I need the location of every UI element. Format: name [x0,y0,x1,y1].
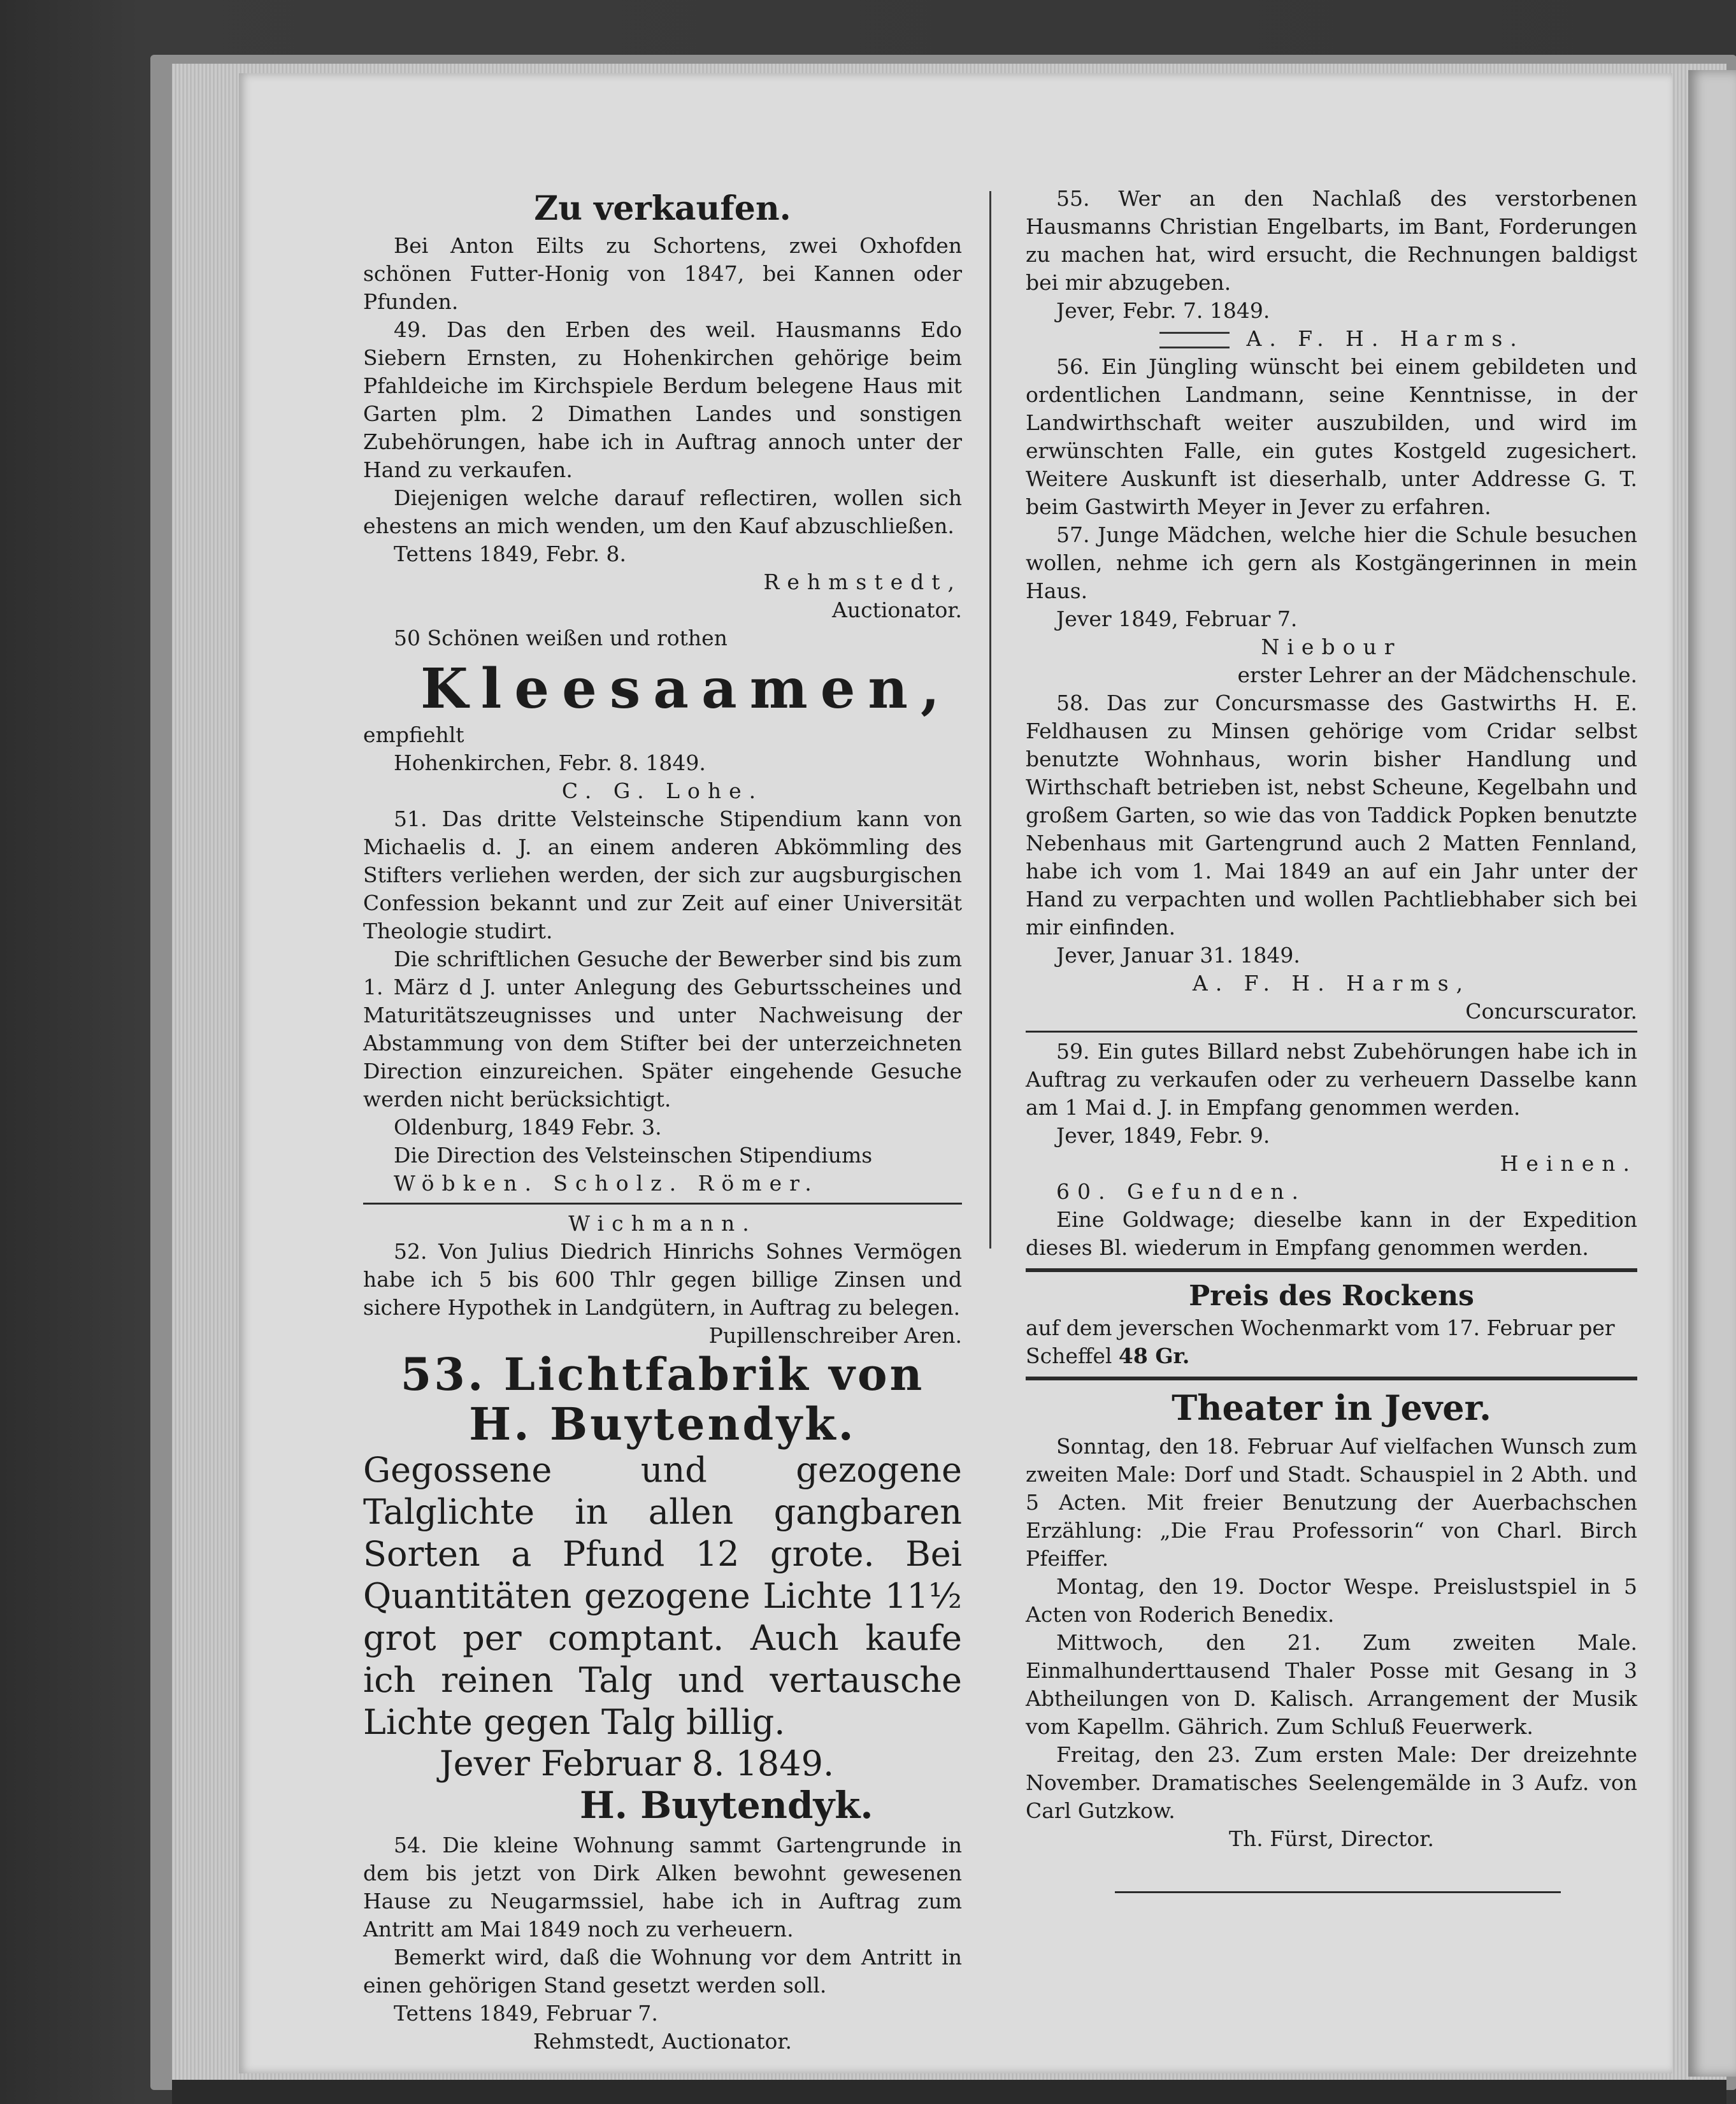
ad-text: 54. Die kleine Wohnung sammt Gartengrunde in dem bis jetzt von Dirk Alken bewohnt gewesenen Hause zu Neugarmssiel, habe ich in Auftrag zum Antritt am Mai 1849 noch zu verheuern. [363,1833,962,1942]
ad-52 [363,1238,962,1350]
ad-signature: Die Direction des Velsteinschen Stipendiums [394,1143,873,1168]
theater-notice [1026,1387,1637,1893]
ad-big-title: Kleesaamen, [420,657,952,721]
ad-53 [363,1350,962,1826]
ad-title: 60. Gefunden. [1056,1179,1306,1204]
column-divider [989,191,991,1249]
ad-signature: H. Buytendyk. [580,1784,873,1827]
ad-text: empfiehlt [363,722,464,747]
ad-text: 50 Schönen weißen und rothen [394,626,728,650]
ad-text: 52. Von Julius Diedrich Hinrichs Sohnes Vermögen habe ich 5 bis 600 Thlr gegen billige Zinsen und sichere Hypothek in Landgütern, in Auftrag zu belegen. [363,1239,962,1320]
divider [1115,1891,1561,1893]
ad-56 [1026,353,1637,521]
ad-signature-role: Auctionator. [832,598,962,622]
ad-place-date: Jever, Januar 31. 1849. [1056,943,1300,968]
ad-signature: Wöbken. Scholz. Römer. [394,1171,819,1196]
ad-text: 49. Das den Erben des weil. Hausmanns Edo Siebern Ernsten, zu Hohenkirchen gehörige beim Pfahldeiche im Kirchspiele Berdum belegene Haus mit Garten plm. 2 Dimathen Landes und sonstigen Zubehörungen, habe ich in Auftrag annoch unter der Hand zu verkaufen. [363,317,962,482]
ad-title: Zu verkaufen. [534,189,791,228]
bottom-shadow [172,2080,1726,2104]
ad-text: Die schriftlichen Gesuche der Bewerber sind bis zum 1. März d J. unter Anlegung des Geburtsscheines und Maturitätszeugnisses und unter Nachweisung der Abstammung von dem Stifter bei der unterzeichneten Direction einzureichen. Später eingehende Gesuche werden nicht berücksichtigt. [363,947,963,1112]
ad-place-date: Tettens 1849, Febr. 8. [394,541,627,566]
ad-text: Diejenigen welche darauf reflectiren, wollen sich ehestens an mich wenden, um den Kauf abzuschließen. [363,485,962,538]
ad-49 [363,316,962,624]
ad-text: Bemerkt wird, daß die Wohnung vor dem Antritt in einen gehörigen Stand gesetzt werden soll. [363,1945,962,1998]
price-text: auf dem jeverschen Wochenmarkt vom 17. Februar per [1026,1315,1615,1340]
ad-place-date: Tettens 1849, Februar 7. [394,2001,658,2026]
ad-place-date: Oldenburg, 1849 Febr. 3. [394,1115,662,1140]
ad-signature-role: erster Lehrer an der Mädchenschule. [1237,662,1637,687]
theater-text: Freitag, den 23. Zum ersten Male: Der dreizehnte November. Dramatisches Seelengemälde in 3 Aufz. von Carl Gutzkow. [1026,1742,1637,1823]
ad-title: 53. Lichtfabrik von H. Buytendyk. [400,1348,925,1450]
divider [1026,1377,1637,1380]
ad-signature: A. F. H. Harms, [1192,971,1471,996]
ad-59 [1026,1038,1637,1178]
ad-place-date: Jever, Febr. 7. 1849. [1056,298,1270,323]
ad-place-date: Hohenkirchen, Febr. 8. 1849. [394,750,706,775]
ad-text: Eine Goldwage; dieselbe kann in der Expedition dieses Bl. wiederum in Empfang genommen werden. [1026,1207,1637,1260]
ad-50 [363,624,962,805]
theater-title: Theater in Jever. [1172,1387,1491,1428]
ad-text: 57. Junge Mädchen, welche hier die Schule besuchen wollen, nehme ich gern als Kostgängerinnen in mein Haus. [1026,522,1637,603]
theater-text: Mittwoch, den 21. Zum zweiten Male. Einmalhunderttausend Thaler Posse mit Gesang in 3 Abtheilungen von D. Kalisch. Arrangement der Musik vom Kapellm. Gährich. Zum Schluß Feuerwerk. [1026,1630,1637,1739]
ad-signature: A. F. H. Harms. [1246,326,1524,351]
ad-text: 59. Ein gutes Billard nebst Zubehörungen habe ich in Auftrag zu verkaufen oder zu verheuern Dasselbe kann am 1 Mai d. J. in Empfang genommen werden. [1026,1039,1637,1120]
divider [363,1203,962,1205]
ad-signature: Rehmstedt, [763,569,962,594]
divider [1026,1031,1637,1033]
ad-signature: C. G. Lohe. [561,778,764,803]
theater-text: Montag, den 19. Doctor Wespe. Preislustspiel in 5 Acten von Roderich Benedix. [1026,1574,1637,1627]
ad-54 [363,1831,962,2056]
facing-page-edge [1688,70,1736,2077]
price-text: Scheffel [1026,1343,1112,1368]
ad-place-date: Jever, 1849, Febr. 9. [1056,1123,1270,1148]
ad-signature: Wichmann. [568,1211,757,1236]
ad-60 [1026,1178,1637,1262]
ad-55 [1026,185,1637,353]
ad-zu-verkaufen [363,189,962,316]
ad-place-date: Jever 1849, Februar 7. [1056,606,1298,631]
right-column [1026,185,1637,1893]
theater-signature: Th. Fürst, Director. [1229,1826,1434,1851]
ad-signature: Pupillenschreiber Aren. [708,1323,962,1348]
ad-text: 51. Das dritte Velsteinsche Stipendium kann von Michaelis d. J. an einem anderen Abkömmling des Stifters verliehen werden, der sich zur augsburgischen Confession bekannt und zur Zeit auf einer Universität Theologie studirt. [363,806,962,943]
ad-text: Gegossene und gezogene Talglichte in allen gangbaren Sorten a Pfund 12 grote. Bei Quantitäten gezogene Lichte 11½ grot per comptant. Auch kaufe ich reinen Talg und vertausche Lichte gegen Talg billig. [363,1450,962,1742]
ad-place-date: Jever Februar 8. 1849. [440,1743,835,1784]
price-value: 48 Gr. [1118,1343,1190,1368]
ad-signature: Rehmstedt, Auctionator. [533,2029,792,2054]
ad-signature: Heinen. [1500,1151,1637,1176]
ad-signature-role: Concurscurator. [1465,999,1637,1024]
ad-text: 56. Ein Jüngling wünscht bei einem gebildeten und ordentlichen Landmann, seine Kenntnisse, in der Landwirthschaft weiter auszubilden, und wird im erwünschten Falle, ein gutes Kostgeld zugesichert. Weitere Auskunft ist dieserhalb, unter Addresse G. T. beim Gastwirth Meyer in Jever zu erfahren. [1026,354,1637,519]
ornament-icon [1159,332,1230,348]
ad-text: Bei Anton Eilts zu Schortens, zwei Oxhofden schönen Futter-Honig von 1847, bei Kannen oder Pfunden. [363,233,962,314]
ad-signature: Niebour [1261,634,1402,659]
divider [1026,1268,1637,1272]
left-column [363,185,962,2056]
rye-price-notice [1026,1278,1637,1370]
price-title: Preis des Rockens [1189,1280,1474,1312]
ad-51 [363,805,962,1238]
ad-text: 58. Das zur Concursmasse des Gastwirths H. E. Feldhausen zu Minsen gehörige vom Cridar selbst benutzte Wohnhaus, worin bisher Handlung und Wirthschaft betrieben ist, nebst Scheune, Kegelbahn und großem Garten, so wie das von Taddick Popken benutzte Nebenhaus mit Gartengrund auch 2 Matten Fennland, habe ich vom 1. Mai 1849 an auf ein Jahr unter der Hand zu verpachten und wollen Pachtliebhaber sich bei mir einfinden. [1026,691,1637,940]
ad-57 [1026,521,1637,689]
ad-58 [1026,689,1637,1026]
ad-text: 55. Wer an den Nachlaß des verstorbenen Hausmanns Christian Engelbarts, im Bant, Forderungen zu machen hat, wird ersucht, die Rechnungen baldigst bei mir abzugeben. [1026,186,1637,295]
theater-text: Sonntag, den 18. Februar Auf vielfachen Wunsch zum zweiten Male: Dorf und Stadt. Schauspiel in 2 Abth. und 5 Acten. Mit freier Benutzung der Auerbachschen Erzählung: „Die Frau Professorin“ von Charl. Birch Pfeiffer. [1026,1434,1637,1571]
